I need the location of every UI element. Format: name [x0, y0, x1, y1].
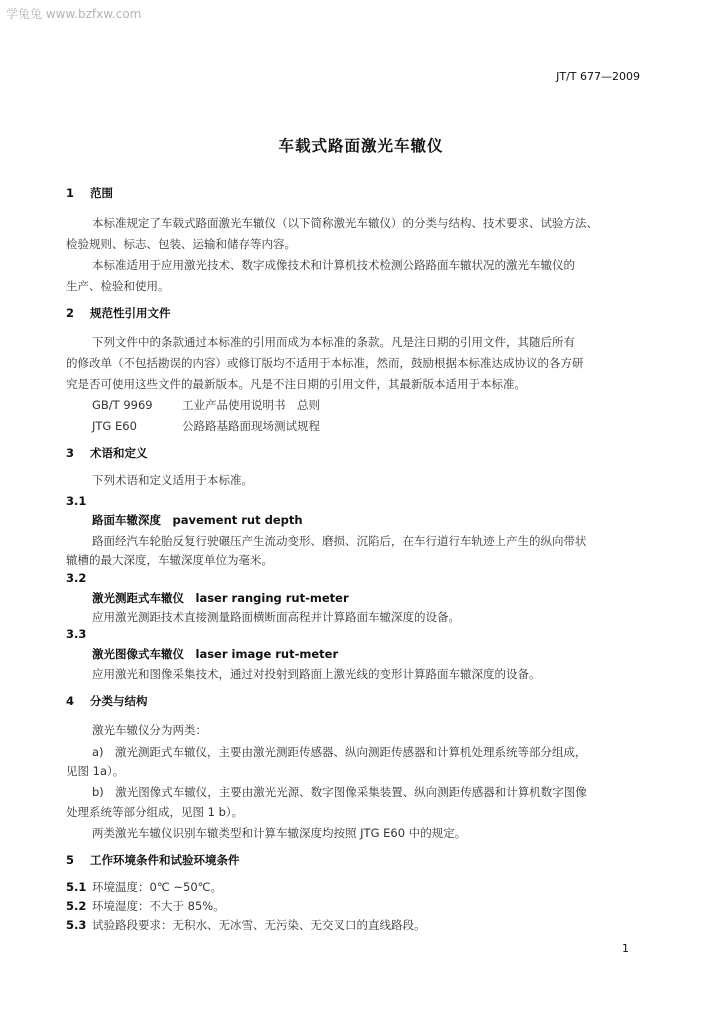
- clause-text: 试验路段要求：无积水、无冰雪、无污染、无交叉口的直线路段。: [92, 918, 426, 932]
- section-2-heading: [66, 305, 171, 321]
- paragraph-line: 的修改单（不包括勘误的内容）或修订版均不适用于本标准，然而，鼓励根据本标准达成协议的各方研: [66, 356, 584, 370]
- paragraph-line: 路面经汽车轮胎反复行驶碾压产生流动变形、磨损、沉陷后，在车行道行车轨迹上产生的纵向带状: [92, 534, 587, 548]
- section-number: 3: [66, 446, 75, 460]
- paragraph-line: 生产、检验和使用。: [66, 279, 170, 293]
- clause-number: 5.3: [66, 918, 87, 932]
- paragraph-line: 本标准适用于应用激光技术、数字成像技术和计算机技术检测公路路面车辙状况的激光车辙仪的: [92, 258, 575, 272]
- paragraph-line: 激光车辙仪分为两类：: [92, 723, 207, 737]
- reference-code: JTG E60: [92, 419, 137, 433]
- section-title: 规范性引用文件: [90, 306, 171, 320]
- reference-title: 公路路基路面现场测试规程: [182, 419, 320, 433]
- clause-item: [66, 879, 222, 895]
- section-number: 4: [66, 694, 75, 708]
- page-title: 车载式路面激光车辙仪: [278, 137, 444, 155]
- section-title: 术语和定义: [90, 446, 148, 460]
- paragraph-line: 处理系统等部分组成，见图 1 b）。: [66, 805, 244, 819]
- section-title: 工作环境条件和试验环境条件: [90, 853, 240, 867]
- term-number: 3.2: [66, 571, 87, 585]
- reference-entry: [92, 397, 320, 413]
- reference-entry: [92, 418, 320, 434]
- section-4-heading: [66, 693, 148, 709]
- paragraph-line: 辙槽的最大深度，车辙深度单位为毫米。: [66, 553, 273, 567]
- paragraph-line: 两类激光车辙仪识别车辙类型和计算车辙深度均按照 JTG E60 中的规定。: [92, 826, 467, 840]
- clause-number: 5.1: [66, 880, 87, 894]
- term-name: 激光测距式车辙仪 laser ranging rut-meter: [92, 591, 349, 605]
- paragraph-line: 下列文件中的条款通过本标准的引用而成为本标准的条款。凡是注日期的引用文件，其随后所有: [92, 335, 575, 349]
- clause-number: 5.2: [66, 899, 87, 913]
- term-name: 激光图像式车辙仪 laser image rut-meter: [92, 647, 339, 661]
- clause-text: 环境温度：0℃ ~50℃。: [92, 880, 223, 894]
- paragraph-line: 应用激光测距技术直接测量路面横断面高程并计算路面车辙深度的设备。: [92, 610, 460, 624]
- list-item-b: b) 激光图像式车辙仪，主要由激光光源、数字图像采集装置、纵向测距传感器和计算机数字图像: [92, 785, 587, 799]
- page-number: 1: [622, 942, 629, 955]
- list-item-a: a) 激光测距式车辙仪，主要由激光测距传感器、纵向测距传感器和计算机处理系统等部分组成，: [92, 745, 587, 759]
- section-number: 1: [66, 186, 75, 200]
- paragraph-line: 究是否可使用这些文件的最新版本。凡是不注日期的引用文件，其最新版本适用于本标准。: [66, 377, 526, 391]
- reference-code: GB/T 9969: [92, 398, 153, 412]
- section-number: 5: [66, 853, 75, 867]
- term-name: 路面车辙深度 pavement rut depth: [92, 513, 303, 527]
- clause-item: [66, 898, 225, 914]
- paragraph-line: 见图 1a）。: [66, 764, 125, 778]
- section-5-heading: [66, 852, 240, 868]
- standard-code: JT/T 677—2009: [556, 70, 640, 83]
- paragraph-line: 下列术语和定义适用于本标准。: [92, 473, 253, 487]
- section-3-heading: [66, 445, 148, 461]
- watermark: 学兔兔 www.bzfxw.com: [6, 7, 142, 21]
- section-number: 2: [66, 306, 75, 320]
- reference-title: 工业产品使用说明书 总则: [182, 398, 320, 412]
- term-number: 3.1: [66, 494, 87, 508]
- paragraph-line: 本标准规定了车载式路面激光车辙仪（以下简称激光车辙仪）的分类与结构、技术要求、试验方法、: [92, 216, 598, 230]
- paragraph-line: 检验规则、标志、包装、运输和储存等内容。: [66, 237, 296, 251]
- section-1-heading: [66, 185, 113, 201]
- paragraph-line: 应用激光和图像采集技术，通过对投射到路面上激光线的变形计算路面车辙深度的设备。: [92, 667, 541, 681]
- section-title: 分类与结构: [90, 694, 148, 708]
- section-title: 范围: [90, 186, 113, 200]
- term-number: 3.3: [66, 627, 87, 641]
- clause-item: [66, 917, 426, 933]
- clause-text: 环境湿度：不大于 85%。: [92, 899, 225, 913]
